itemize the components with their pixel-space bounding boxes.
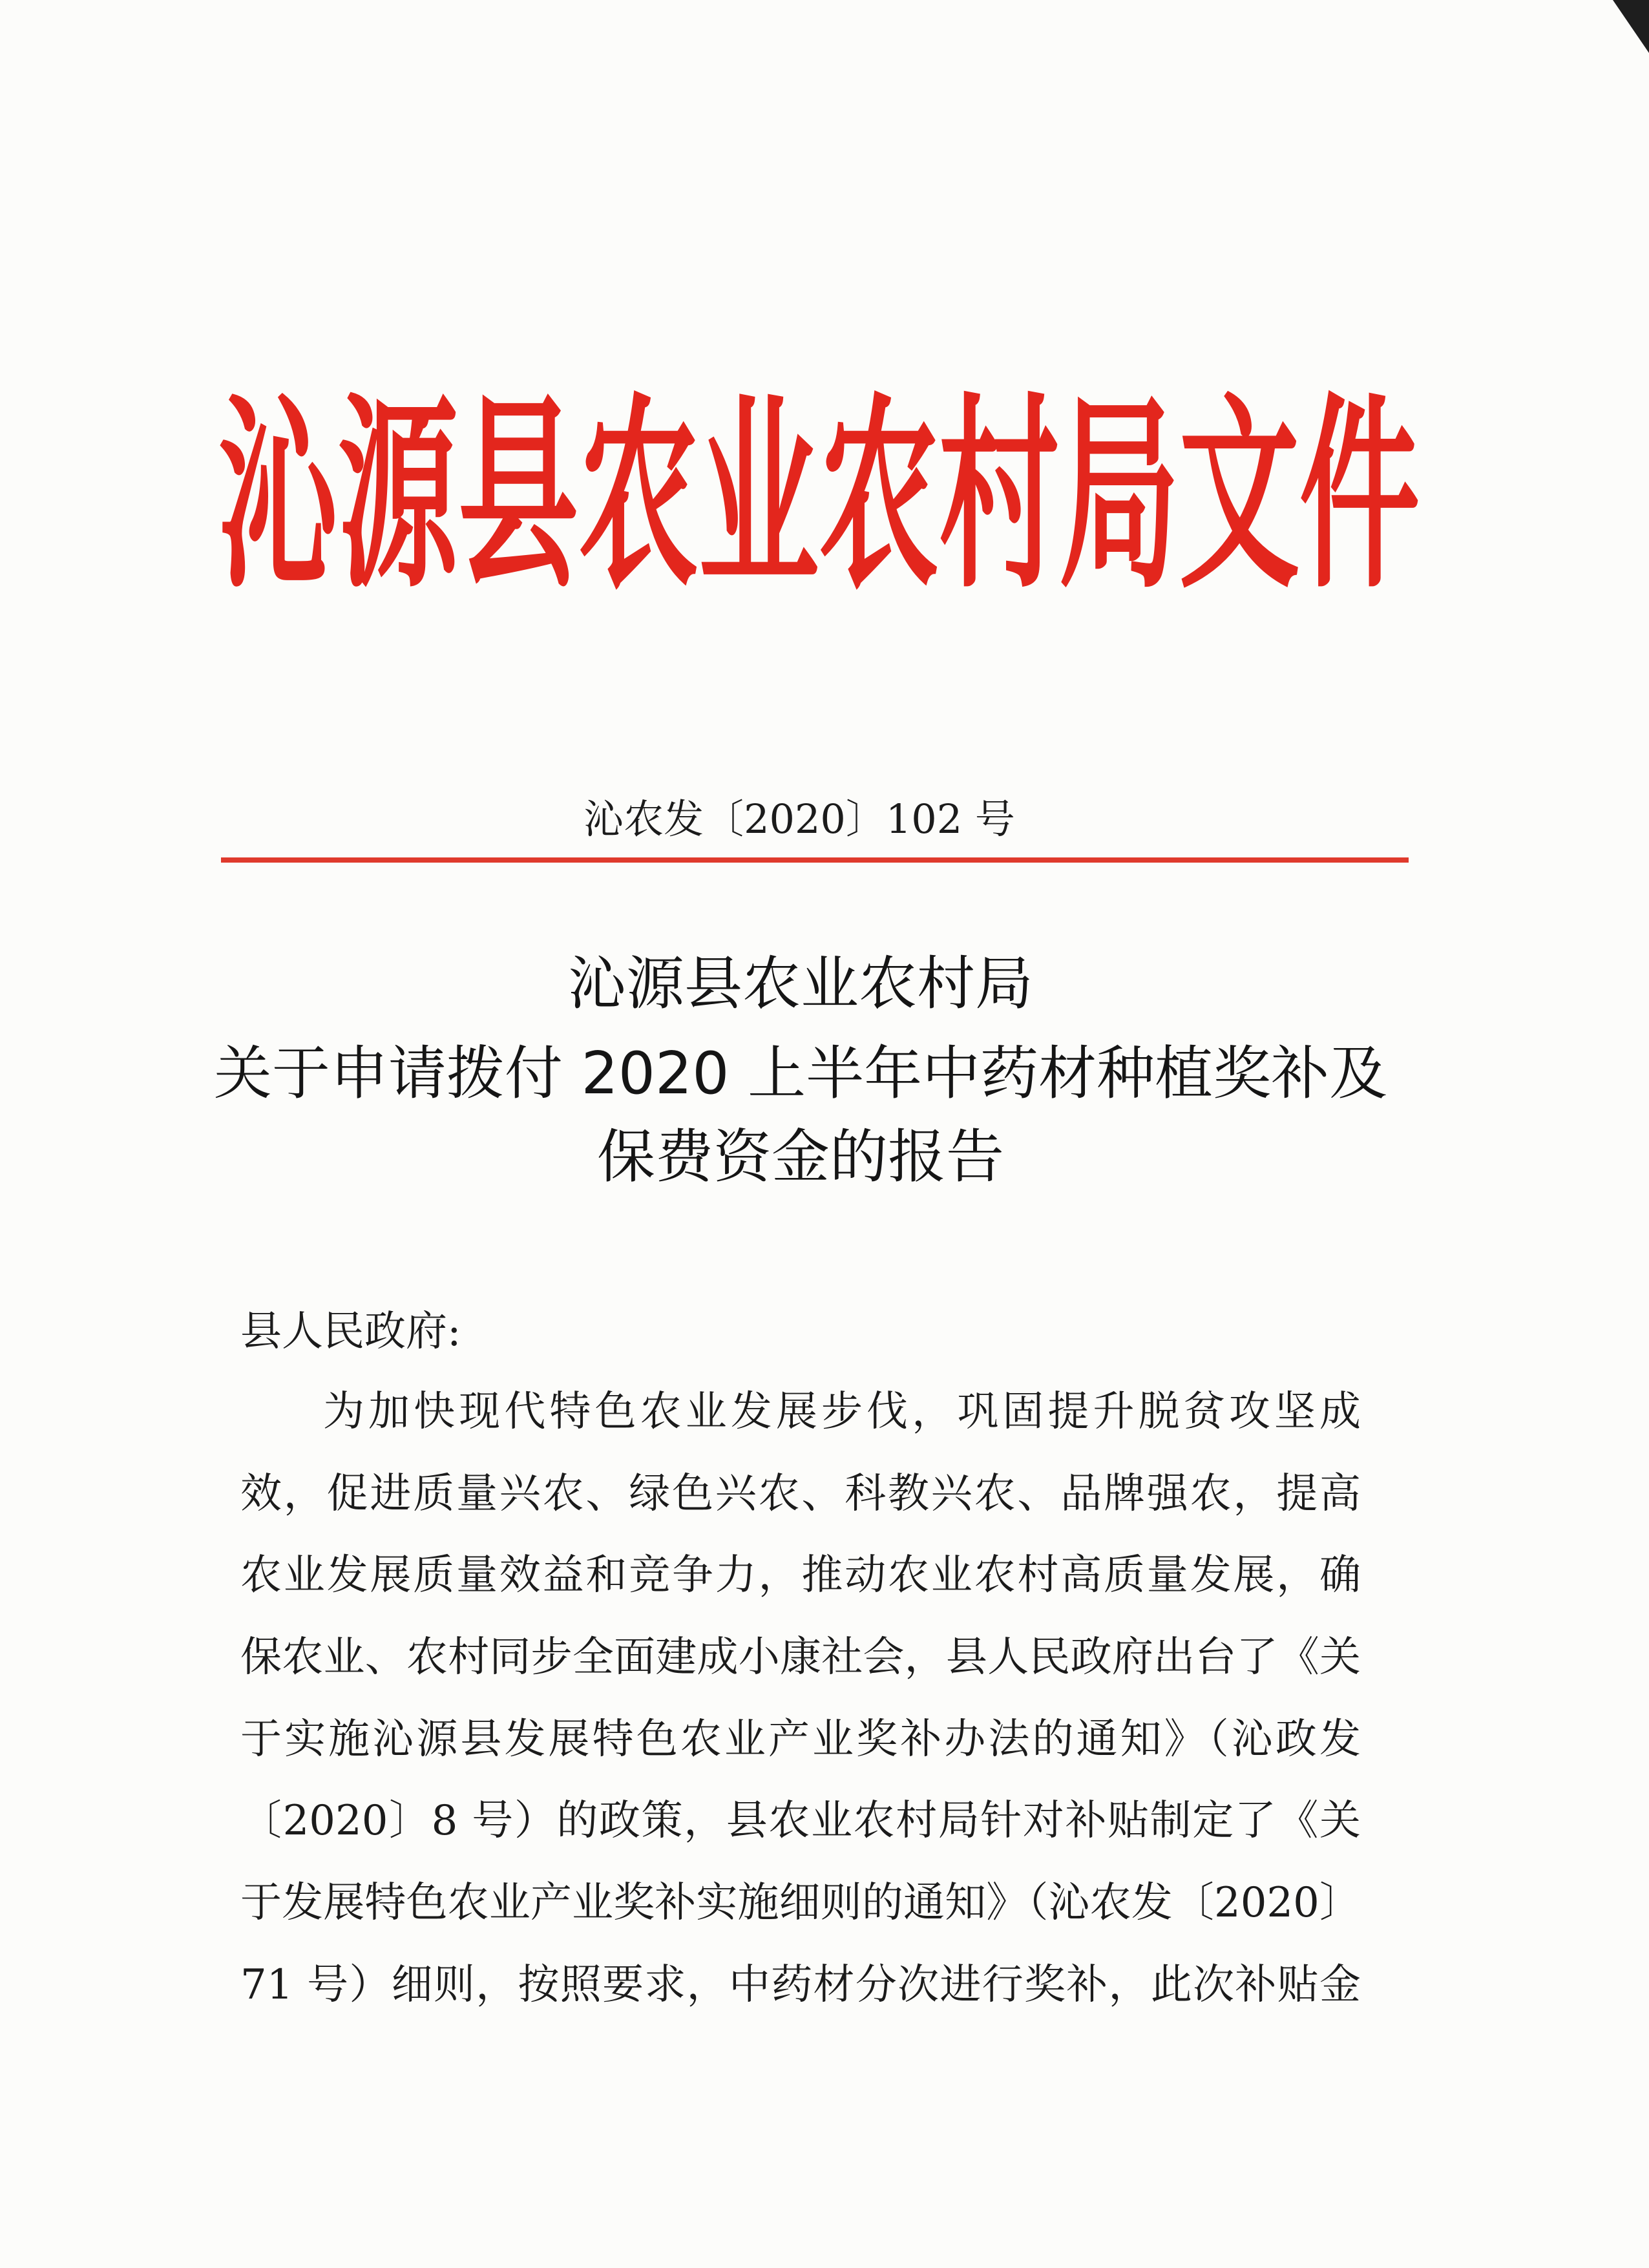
body-line: 于实施沁源县发展特色农业产业奖补办法的通知》（沁政发 [240,1715,1361,1763]
body-paragraph [240,1371,1361,2026]
body-line: 于发展特色农业产业奖补实施细则的通知》（沁农发〔2020〕 [240,1879,1361,1927]
red-divider-line [221,857,1409,863]
document-number: 沁农发〔2020〕102 号 [583,795,1015,843]
report-title-line-3: 保费资金的报告 [597,1123,1004,1191]
body-line: 为加快现代特色农业发展步伐，巩固提升脱贫攻坚成 [323,1388,1361,1436]
body-line: 保农业、农村同步全面建成小康社会，县人民政府出台了《关 [240,1633,1361,1682]
report-title-line-2: 关于申请拨付 2020 上半年中药材种植奖补及 [213,1040,1388,1108]
body-line: 效，促进质量兴农、绿色兴农、科教兴农、品牌强农，提高 [240,1469,1361,1518]
scan-corner-shadow [1613,0,1649,53]
report-title-line-1: 沁源县农业农村局 [568,950,1033,1018]
red-header-title: 沁源县农业农村局文件 [218,372,1420,616]
body-line: 农业发展质量效益和竞争力，推动农业农村高质量发展，确 [240,1551,1361,1600]
body-line: 71 号）细则，按照要求，中药材分次进行奖补，此次补贴金 [240,1960,1361,2009]
salutation: 县人民政府: [240,1308,461,1356]
body-line: 〔2020〕8 号）的政策，县农业农村局针对补贴制定了《关 [240,1797,1361,1845]
